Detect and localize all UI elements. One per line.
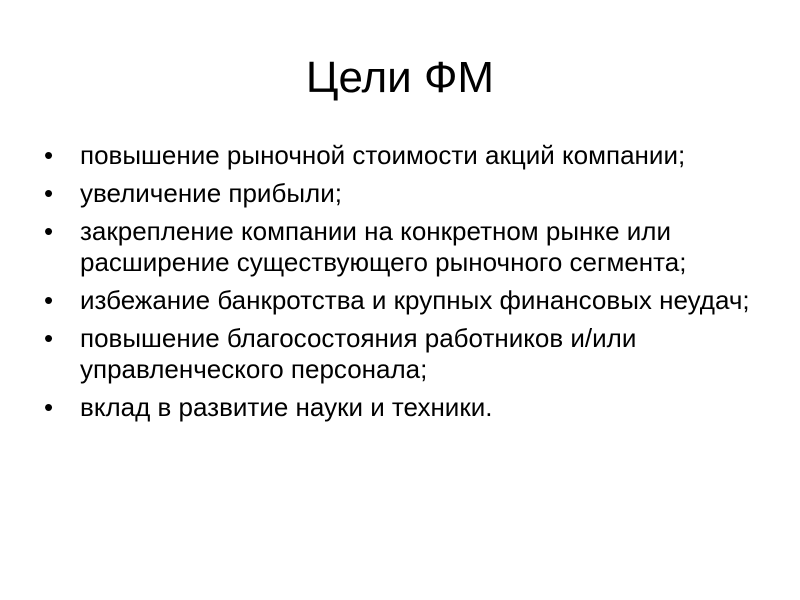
bullet-icon: • — [44, 178, 54, 208]
list-item-text: вклад в развитие науки и техники. — [80, 392, 493, 422]
bullet-icon: • — [44, 285, 54, 315]
list-item-text: увеличение прибыли; — [80, 178, 342, 208]
list-item — [40, 323, 760, 385]
list-item — [40, 285, 760, 316]
list-item-text: избежание банкротства и крупных финансовых неудач; — [80, 285, 750, 315]
list-item-text: повышение рыночной стоимости акций компании; — [80, 140, 686, 170]
list-item — [40, 140, 760, 171]
bullet-icon: • — [44, 392, 54, 422]
list-item-text: закрепление компании на конкретном рынке или расширение существующего рыночного сегмента; — [80, 216, 687, 277]
bullet-icon: • — [44, 323, 54, 353]
list-item — [40, 178, 760, 209]
slide-title: Цели ФМ — [305, 53, 495, 102]
bullet-list — [40, 140, 760, 430]
bullet-icon: • — [44, 140, 54, 170]
list-item-text: повышение благосостояния работников и/или управленческого персонала; — [80, 323, 637, 384]
bullet-icon: • — [44, 216, 54, 246]
list-item — [40, 392, 760, 423]
list-item — [40, 216, 760, 278]
